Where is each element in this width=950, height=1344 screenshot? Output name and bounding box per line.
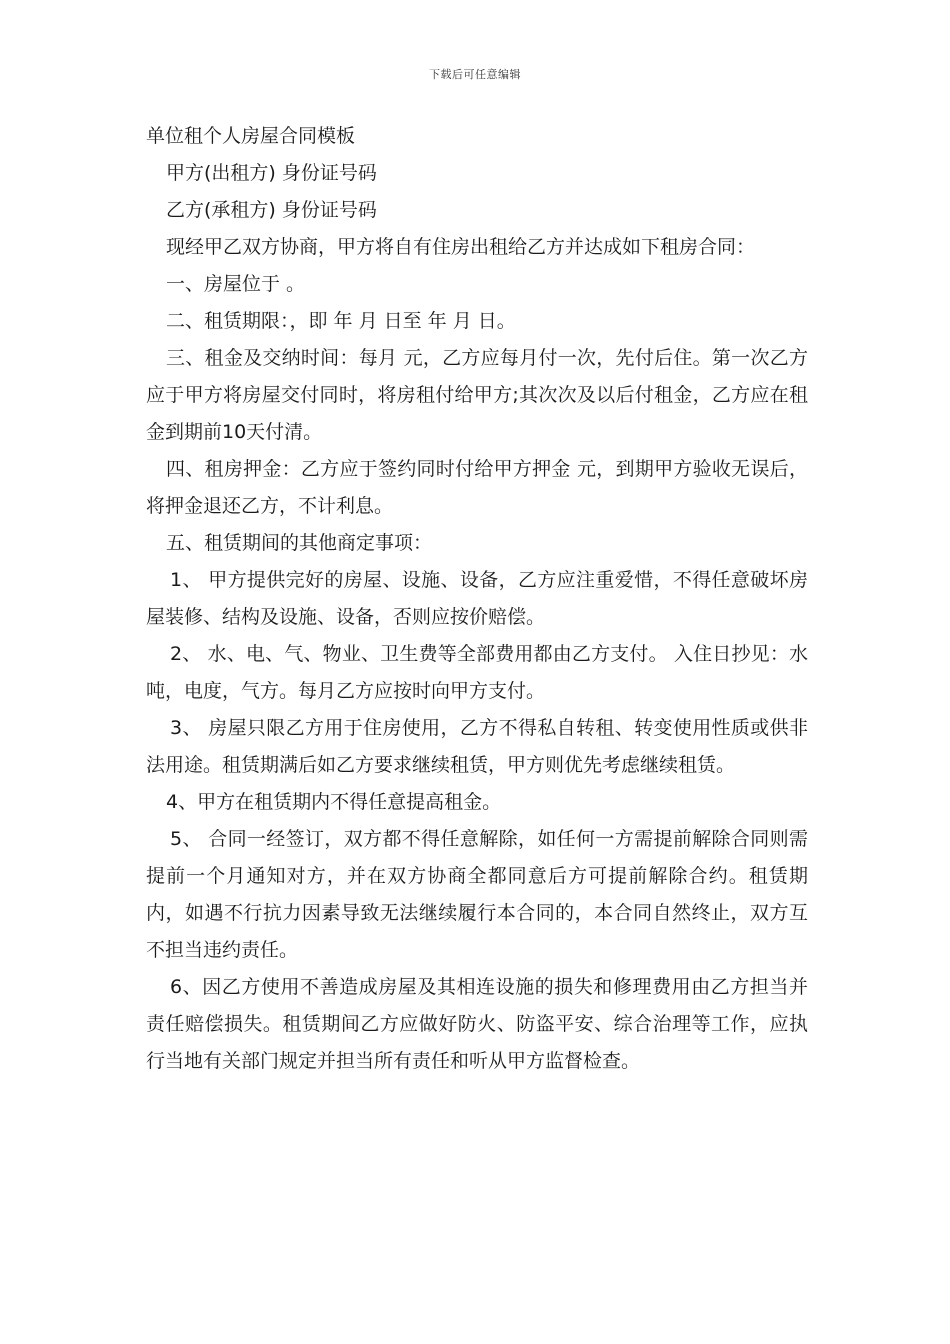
clause-location: 一、房屋位于 。 bbox=[166, 273, 306, 295]
document-title: 单位租个人房屋合同模板 bbox=[146, 125, 356, 147]
document-body bbox=[146, 118, 808, 1080]
intro-paragraph: 现经甲乙双方协商，甲方将自有住房出租给乙方并达成如下租房合同： bbox=[166, 236, 756, 258]
page-header: 下载后可任意编辑 bbox=[429, 68, 521, 81]
clause-deposit: 四、租房押金：乙方应于签约同时付给甲方押金 元，到期甲方验收无误后，将押金退还乙方，不计利息。 bbox=[146, 458, 808, 517]
term-item-2: 2、 水、电、气、物业、卫生费等全部费用都由乙方支付。 入住日抄见：水吨，电度，气方。每月乙方应按时向甲方支付。 bbox=[146, 643, 808, 702]
term-item-6: 6、因乙方使用不善造成房屋及其相连设施的损失和修理费用由乙方担当并责任赔偿损失。租赁期间乙方应做好防火、防盗平安、综合治理等工作，应执行当地有关部门规定并担当所有责任和听从甲方监督检查。 bbox=[146, 976, 808, 1072]
party-b-line: 乙方(承租方) 身份证号码 bbox=[166, 199, 377, 221]
party-a-line: 甲方(出租方) 身份证号码 bbox=[166, 162, 377, 184]
clause-term: 二、租赁期限：，即 年 月 日至 年 月 日。 bbox=[166, 310, 516, 332]
term-item-3: 3、 房屋只限乙方用于住房使用，乙方不得私自转租、转变使用性质或供非法用途。租赁期满后如乙方要求继续租赁，甲方则优先考虑继续租赁。 bbox=[146, 717, 808, 776]
clause-rent: 三、租金及交纳时间：每月 元，乙方应每月付一次，先付后住。第一次乙方应于甲方将房屋交付同时，将房租付给甲方;其次次及以后付租金，乙方应在租金到期前10天付清。 bbox=[146, 347, 808, 443]
term-item-5: 5、 合同一经签订，双方都不得任意解除，如任何一方需提前解除合同则需提前一个月通知对方，并在双方协商全都同意后方可提前解除合约。租赁期内，如遇不行抗力因素导致无法继续履行本合同的，本合同自然终止，双方互不担当违约责任。 bbox=[146, 828, 808, 961]
clause-other-terms: 五、租赁期间的其他商定事项： bbox=[166, 532, 433, 554]
term-item-4: 4、甲方在租赁期内不得任意提高租金。 bbox=[166, 791, 502, 813]
term-item-1: 1、 甲方提供完好的房屋、设施、设备，乙方应注重爱惜，不得任意破坏房屋装修、结构及设施、设备，否则应按价赔偿。 bbox=[146, 569, 808, 628]
